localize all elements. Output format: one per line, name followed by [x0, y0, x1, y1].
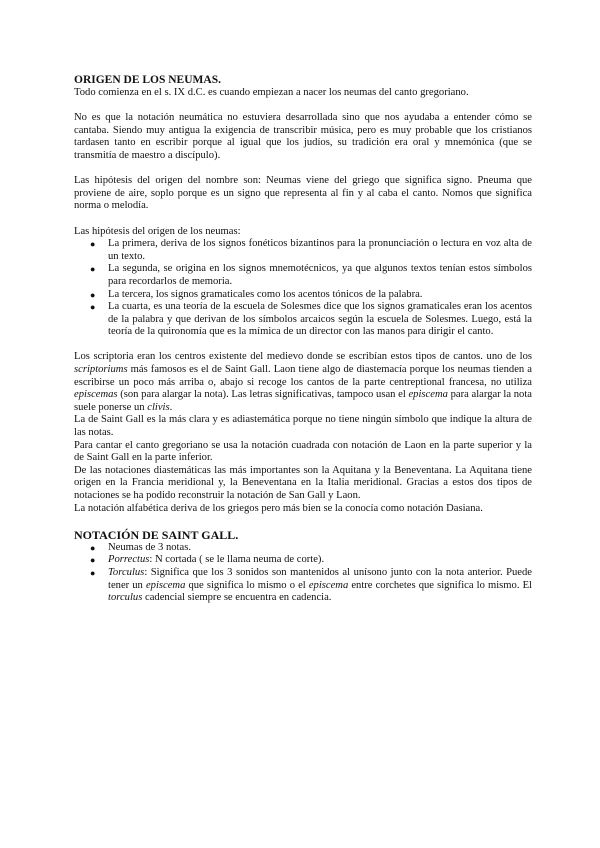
paragraph-intro: Todo comienza en el s. IX d.C. es cuando empiezan a nacer los neumas del canto gregoriano. [74, 87, 469, 98]
bullet-icon: ● [90, 264, 96, 275]
saint-gall-list [74, 542, 532, 605]
hypotheses-intro: Las hipótesis del origen de los neumas: [74, 225, 241, 237]
paragraph-alfabetica: La notación alfabética deriva de los griegos pero más bien se la conocía como notación Dasiana. [74, 502, 483, 514]
bullet-icon: ● [90, 555, 96, 566]
paragraph-notacion: No es que la notación neumática no estuviera desarrollada sino que nos ayudaba a entender cómo se cantaba. Siendo muy antigua la exigencia de transcribir música, pero es muy probable que los cristianos tardasen tanto en escribir porque al igual que los judíos, su tradición era oral y mnemónica (que se transmitía de maestro a discípulo). [74, 112, 532, 161]
paragraph-diastematicas: De las notaciones diastemáticas las más importantes son la Aquitana y la Beneventana. La Aquitana tiene origen en la Francia meridional y, la Beneventana en la Italia meridional. Gracias a estos dos tipos de notaciones se ha podido reconstruir la notación de San Gall y Laon. [74, 464, 532, 501]
paragraph-saint-gall: La de Saint Gall es la más clara y es adiastemática porque no tiene ningún símbolo que indique la altura de las notas. [74, 414, 532, 439]
bullet-icon: ● [90, 567, 96, 578]
list-item: ● Porrectus: N cortada ( se le llama neuma de corte). [90, 554, 325, 566]
bullet-icon: ● [90, 542, 96, 553]
paragraph-nombre: Las hipótesis del origen del nombre son: Neumas viene del griego que significa signo. Pneuma que proviene de aire, soplo porque es un signo que representa al fin y al caba el canto. Nomos que significa norma o melodía. [74, 175, 532, 212]
paragraph-scriptoria: Los scriptoria eran los centros existente del medievo donde se escribían estos tipos de cantos. uno de los scriptoriums más famosos es el de Saint Gall. Laon tiene algo de diastemacía porque los neumas tienden a escribirse un poco más arriba o, abajo si recoge los cantos de la parte centreptional francesa, no utiliza episcemas (son para alargar la nota). Las letras significativas, tampoco usan el episcema para alargar la nota suele ponerse un clivis. [74, 351, 532, 413]
list-item: ● La cuarta, es una teoría de la escuela de Solesmes dice que los signos gramaticales eran los acentos de la palabra y que derivan de los símbolos arcaicos según la escuela de Solesmes. Luego, está la teoría de la quironomía que es la mímica de un director con las manos para dirigir el canto. [90, 301, 532, 338]
list-item: ● Neumas de 3 notas. [90, 541, 191, 553]
list-item: ● La primera, deriva de los signos fonéticos bizantinos para la pronunciación o lectura en voz alta de un texto. [90, 238, 532, 262]
section-title-saint-gall: NOTACIÓN DE SAINT GALL. [74, 527, 239, 542]
hypotheses-list [74, 238, 532, 339]
bullet-icon: ● [90, 239, 96, 250]
section-title-origen: ORIGEN DE LOS NEUMAS. [74, 74, 221, 86]
bullet-icon: ● [90, 302, 96, 313]
list-item: ● Torculus: Significa que los 3 sonidos son mantenidos al unísono junto con la nota anterior. Puede tener un episcema que significa lo mismo o el episcema entre corchetes que significa lo mismo. El torculus cadencial siempre se encuentra en cadencia. [90, 566, 532, 604]
document-body [74, 74, 532, 605]
list-item: ● La segunda, se origina en los signos mnemotécnicos, ya que algunos textos tenían estos símbolos para recordarlos de memoria. [90, 263, 532, 287]
paragraph-laon: Para cantar el canto gregoriano se usa la notación cuadrada con notación de Laon en la parte superior y la de Saint Gall en la parte inferior. [74, 439, 532, 464]
list-item: ● La tercera, los signos gramaticales como los acentos tónicos de la palabra. [90, 288, 423, 300]
bullet-icon: ● [90, 289, 96, 300]
